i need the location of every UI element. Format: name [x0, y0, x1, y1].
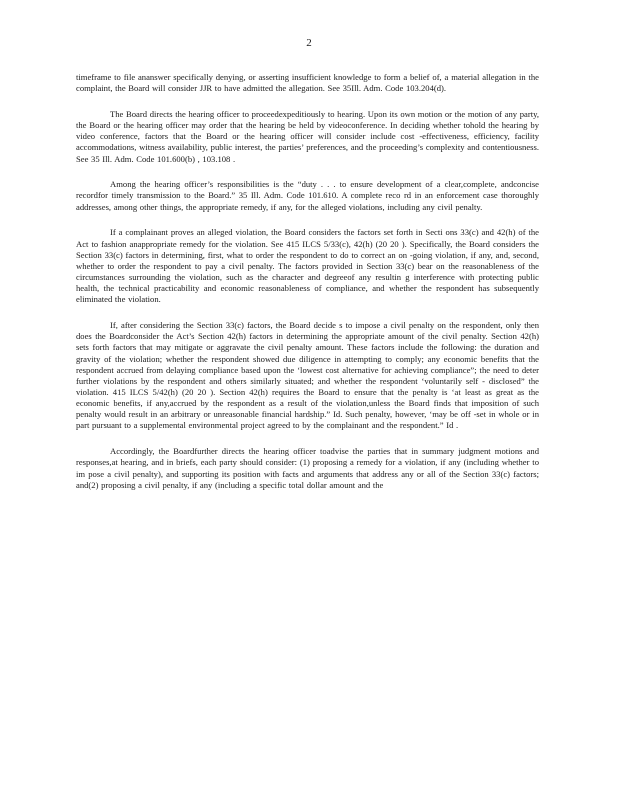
paragraph-hearing-officer-duties: Among the hearing officer’s responsibilities is the “duty . . . to ensure development of a clear,complete, andconcise recordfor timely transmission to the Board.” 35 Ill. Adm. Code 101.610. A complete reco rd in an enforcement case thoroughly addresses, among other things, the appropriate remedy, if any, for the alleged violations, including any civil penalty.	[76, 179, 539, 212]
paragraph-remedy-factors: If a complainant proves an alleged violation, the Board considers the factors set forth in Secti ons 33(c) and 42(h) of the Act to fashion anappropriate remedy for the violation. See 415 ILCS 5/33(c), 42(h) (20 20 ). Specifically, the Board considers the Section 33(c) factors in determining, first, what to order the respondent to do to correct an on -going violation, if any, and, second, whether to order the respondent to pay a civil penalty. The factors provided in Section 33(c) bear on the reasonableness of the circumstances surrounding the violation, such as the character and degreeof any resultin g interference with protecting public health, the technical practicability and economic reasonableness of compliance, and whether the respondent has subsequently eliminated the violation.	[76, 227, 539, 305]
document-body	[76, 72, 539, 491]
paragraph-answer-timeframe: timeframe to file ananswer specifically denying, or asserting insufficient knowledge to form a belief of, a material allegation in the complaint, the Board will consider JJR to have admitted the allegation. See 35Ill. Adm. Code 103.204(d).	[76, 72, 539, 94]
page-number: 2	[306, 37, 312, 49]
paragraph-hearing-directive: The Board directs the hearing officer to proceedexpeditiously to hearing. Upon its own motion or the motion of any party, the Board or the hearing officer may order that the hearing be held by videoconference. In deciding whether tohold the hearing by video conference, factors that the Board or the hearing officer will consider include cost -effectiveness, efficiency, facility accommodations, witness availability, public interest, the parties’ preferences, and the proceeding’s complexity and contentiousness. See 35 Ill. Adm. Code 101.600(b) , 103.108 .	[76, 108, 539, 164]
paragraph-party-considerations: Accordingly, the Boardfurther directs the hearing officer toadvise the parties that in summary judgment motions and responses,at hearing, and in briefs, each party should consider: (1) proposing a remedy for a violation, if any (including whether to im pose a civil penalty), and supporting its position with facts and arguments that address any or all of the Section 33(c) factors; and(2) proposing a civil penalty, if any (including a specific total dollar amount and the	[76, 446, 539, 490]
paragraph-civil-penalty-factors: If, after considering the Section 33(c) factors, the Board decide s to impose a civil penalty on the respondent, only then does the Boardconsider the Act’s Section 42(h) factors in determining the appropriate amount of the civil penalty. Section 42(h) sets forth factors that may mitigate or aggravate the civil penalty amount. These factors include the following: the duration and gravity of the violation; whether the respondent showed due diligence in attempting to comply; any economic benefits that the respondent accrued from delaying compliance based upon the ‘lowest cost alternative for achieving compliance”; the need to deter further violations by the respondent and others similarly situated; and whether the respondent ‘voluntarily self - disclosed” the violation. 415 ILCS 5/42(h) (20 20 ). Section 42(h) requires the Board to ensure that the penalty is ‘at least as great as the economic benefits, if any,accrued by the respondent as a result of the violation,unless the Board finds that imposition of such penalty would result in an arbitrary or unreasonable financial hardship.” Id. Such penalty, however, ‘may be off -set in whole or in part pursuant to a supplemental environmental project agreed to by the complainant and the respondent.” Id .	[76, 320, 539, 431]
